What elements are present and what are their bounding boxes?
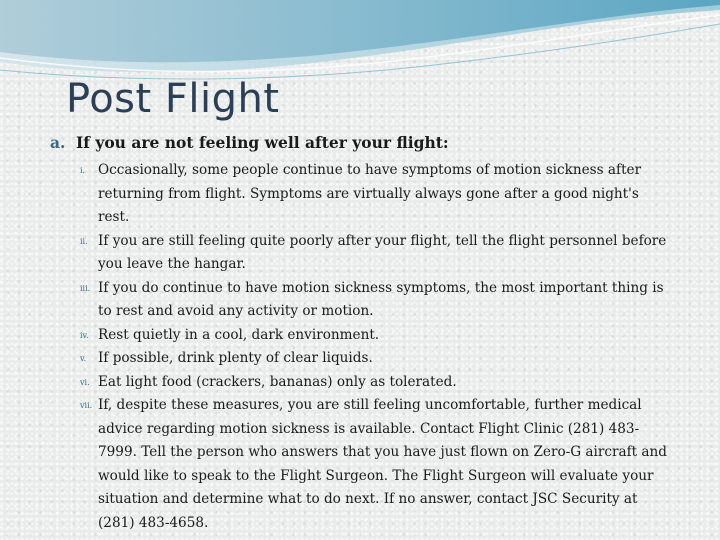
slide-body — [50, 133, 670, 535]
list-item — [80, 159, 670, 230]
list-number: iii. — [80, 283, 91, 293]
list-text: If you are still feeling quite poorly after your flight, tell the flight personnel before you leave the hangar. — [98, 232, 667, 272]
list-number: ii. — [80, 236, 88, 246]
list-text: If possible, drink plenty of clear liquids. — [98, 350, 373, 366]
list-number: i. — [80, 166, 86, 175]
heading-marker: a. — [50, 133, 66, 152]
page-title: Post Flight — [66, 76, 280, 122]
list-text: If you do continue to have motion sickness symptoms, the most important thing is to rest and avoid any activity or motion. — [98, 279, 664, 319]
list-item — [80, 371, 670, 395]
section-heading — [50, 133, 670, 152]
list-number: v. — [80, 354, 87, 363]
list-item — [80, 347, 670, 371]
list-text: Occasionally, some people continue to have symptoms of motion sickness after returning from flight. Symptoms are virtually always gone after a good night's rest. — [98, 162, 642, 225]
heading-text: If you are not feeling well after your flight: — [76, 133, 449, 152]
numbered-list — [80, 159, 670, 535]
list-number: iv. — [80, 330, 89, 340]
list-text: Eat light food (crackers, bananas) only as tolerated. — [98, 373, 457, 390]
list-number: vi. — [80, 377, 90, 387]
list-item — [80, 324, 670, 348]
list-number: vii. — [80, 401, 93, 410]
list-text: Rest quietly in a cool, dark environment. — [98, 326, 380, 343]
list-item — [80, 230, 670, 277]
list-item — [80, 277, 670, 324]
list-item — [80, 394, 670, 535]
list-text: If, despite these measures, you are still feeling uncomfortable, further medical advice regarding motion sickness is available. Contact Flight Clinic (281) 483-7999. Tell the person who answers that you have just flown on Zero-G aircraft and would like to speak to the Flight Surgeon. The Flight Surgeon will evaluate your situation and determine what to do next. If no answer, contact JSC Security at (281) 483-4658. — [98, 397, 667, 531]
